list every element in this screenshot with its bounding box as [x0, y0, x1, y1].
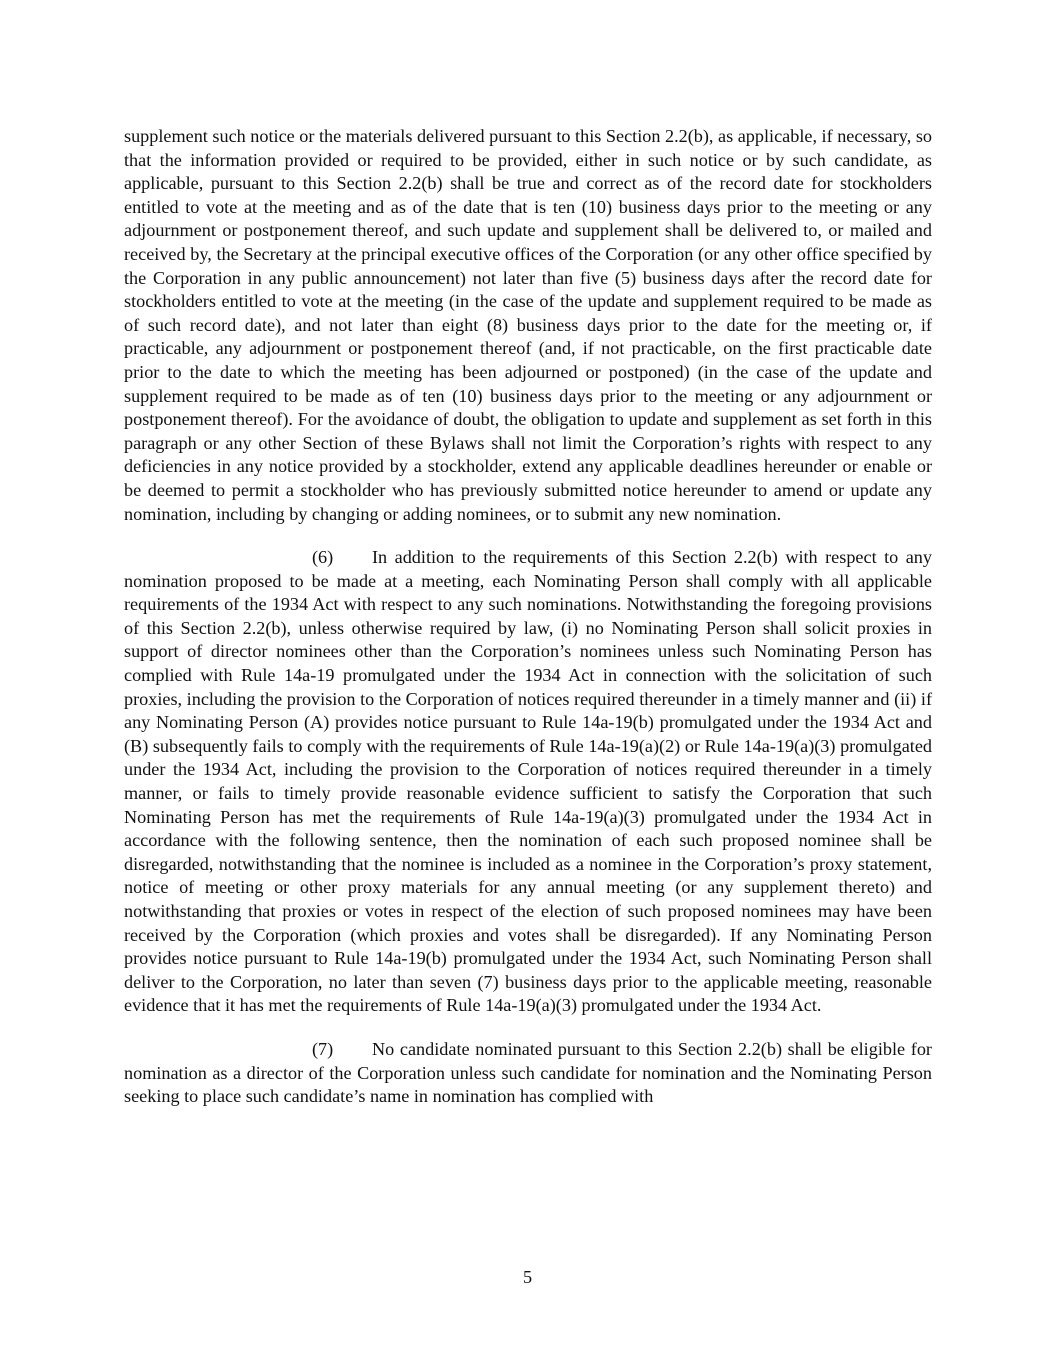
document-page [124, 125, 932, 1109]
paragraph-text: In addition to the requirements of this Section 2.2(b) with respect to any nomination proposed to be made at a meeting, each Nominating Person shall comply with all applicable requirements of the 1934 Act with respect to any such nominations. Notwithstanding the foregoing provisions of this Section 2.2(b), unless otherwise required by law, (i) no Nominating Person shall solicit proxies in support of director nominees other than the Corporation’s nominees unless such Nominating Person has complied with Rule 14a-19 promulgated under the 1934 Act in connection with the solicitation of such proxies, including the provision to the Corporation of notices required thereunder in a timely manner and (ii) if any Nominating Person (A) provides notice pursuant to Rule 14a-19(b) promulgated under the 1934 Act and (B) subsequently fails to comply with the requirements of Rule 14a-19(a)(2) or Rule 14a-19(a)(3) promulgated under the 1934 Act, including the provision to the Corporation of notices required thereunder in a timely manner, or fails to timely provide reasonable evidence sufficient to satisfy the Corporation that such Nominating Person has met the requirements of Rule 14a-19(a)(3) promulgated under the 1934 Act in accordance with the following sentence, then the nomination of each such proposed nominee shall be disregarded, notwithstanding that the nominee is included as a nominee in the Corporation’s proxy statement, notice of meeting or other proxy materials for any annual meeting (or any supplement thereto) and notwithstanding that proxies or votes in respect of the election of such proposed nominees may have been received by the Corporation (which proxies and votes shall be disregarded). If any Nominating Person provides notice pursuant to Rule 14a-19(b) promulgated under the 1934 Act, such Nominating Person shall deliver to the Corporation, no later than seven (7) business days prior to the applicable meeting, reasonable evidence that it has met the requirements of Rule 14a-19(a)(3) promulgated under the 1934 Act. [124, 547, 932, 1016]
paragraph-number: (6) [312, 547, 334, 568]
paragraph-6 [124, 546, 932, 1018]
paragraph-7 [124, 1038, 932, 1109]
paragraph-text: No candidate nominated pursuant to this Section 2.2(b) shall be eligible for nomination as a director of the Corporation unless such candidate for nomination and the Nominating Person seeking to place such candidate’s name in nomination has complied with [124, 1038, 932, 1107]
paragraph-text: supplement such notice or the materials delivered pursuant to this Section 2.2(b), as applicable, if necessary, so that the information provided or required to be provided, either in such notice or by such candidate, as applicable, pursuant to this Section 2.2(b) shall be true and correct as of the record date for stockholders entitled to vote at the meeting and as of the date that is ten (10) business days prior to the meeting or any adjournment or postponement thereof, and such update and supplement shall be delivered to, or mailed and received by, the Secretary at the principal executive offices of the Corporation (or any other office specified by the Corporation in any public announcement) not later than five (5) business days after the record date for stockholders entitled to vote at the meeting (in the case of the update and supplement required to be made as of such record date), and not later than eight (8) business days prior to the date for the meeting or, if practicable, any adjournment or postponement thereof (and, if not practicable, on the first practicable date prior to the date to which the meeting has been adjourned or postponed) (in the case of the update and supplement required to be made as of ten (10) business days prior to the meeting or any adjournment or postponement thereof). For the avoidance of doubt, the obligation to update and supplement as set forth in this paragraph or any other Section of these Bylaws shall not limit the Corporation’s rights with respect to any deficiencies in any notice provided by a stockholder, extend any applicable deadlines hereunder or enable or be deemed to permit a stockholder who has previously submitted notice hereunder to amend or update any nomination, including by changing or adding nominees, or to submit any new nomination. [124, 126, 932, 524]
page-number: 5 [522, 1267, 533, 1287]
paragraph-continued [124, 125, 932, 526]
paragraph-number: (7) [312, 1038, 334, 1059]
